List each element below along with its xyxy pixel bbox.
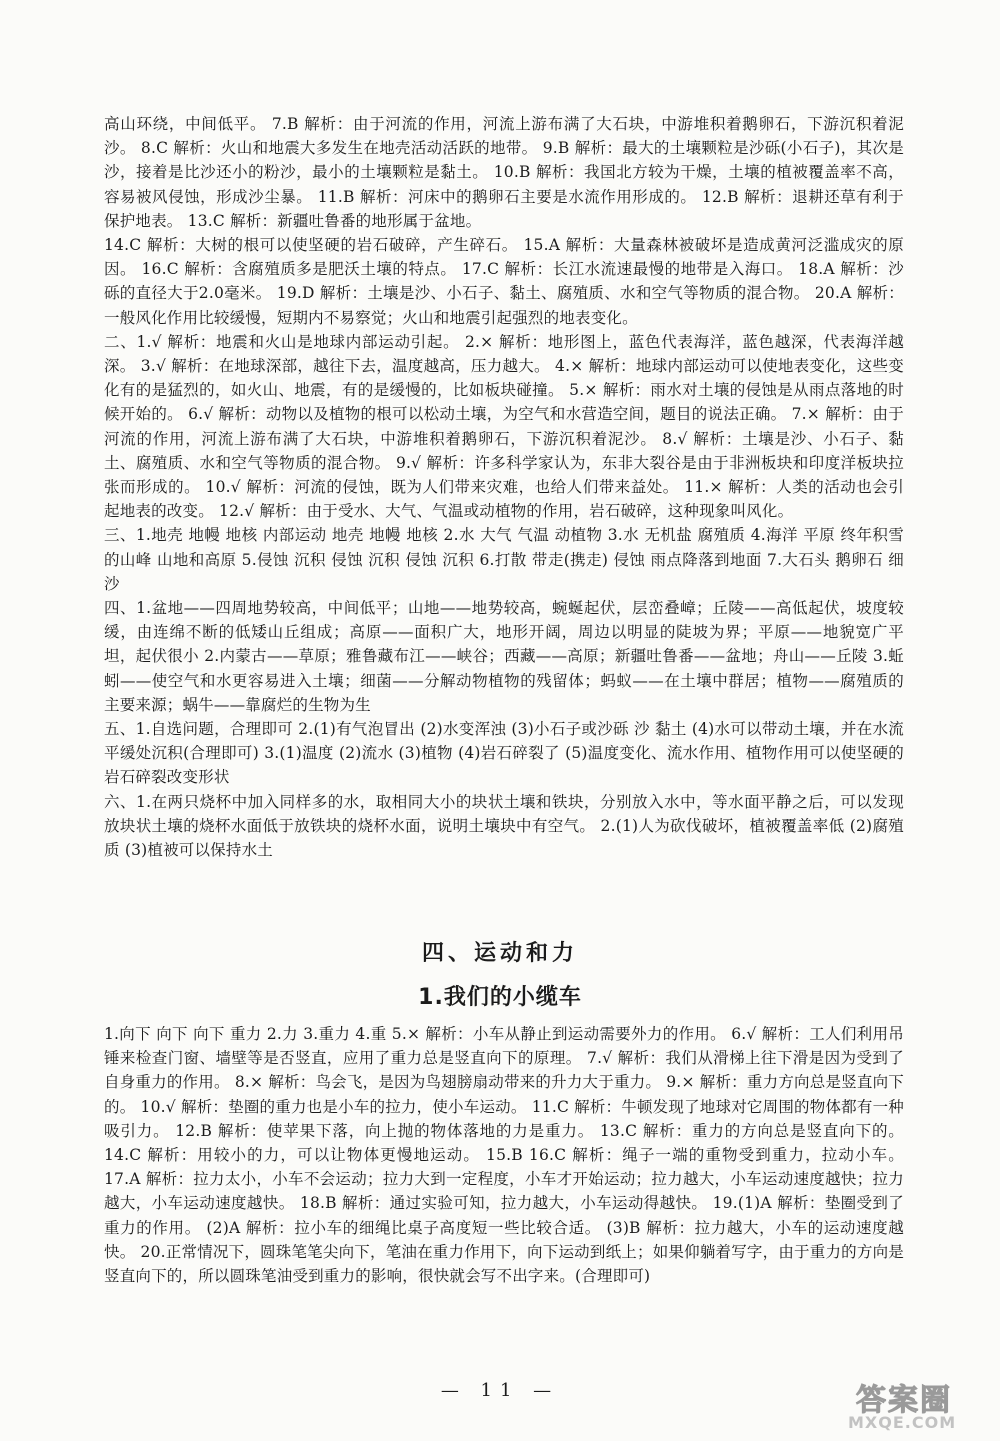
paragraph-section-4: 四、1.盆地——四周地势较高，中间低平；山地——地势较高，蜿蜒起伏，层峦叠嶂；丘陵——高低起伏，坡度较缓，由连绵不断的低矮山丘组成；高原——面积广大，地形开阔，周边以明显的陡坡为界；平原——地貌宽广平坦，起伏很小 2.内蒙古——草原；雅鲁藏布江——峡谷；西藏——高原；新疆吐鲁番——盆地；舟山——丘陵 3.蚯蚓——使空气和水更容易进入土壤；细菌——分解动物植物的残留体；蚂蚁——在土壤中群居；植物——腐殖质的主要来源；蜗牛——靠腐烂的生物为生 bbox=[104, 599, 904, 714]
answer-block-part-a bbox=[104, 112, 904, 862]
paragraph-section-2: 二、1.√ 解析：地震和火山是地球内部运动引起。 2.× 解析：地形图上，蓝色代表海洋，蓝色越深，代表海洋越深。 3.√ 解析：在地球深部，越往下去，温度越高，压力越大。 4.× 解析：地球内部运动可以使地表变化，这些变化有的是猛烈的，如火山、地震，有的是缓慢的，比如板块碰撞。 5.× 解析：雨水对土壤的侵蚀是从雨点落地的时候开始的。 6.√ 解析：动物以及植物的根可以松动土壤，为空气和水营造空间，题目的说法正确。 7.× 解析：由于河流的作用，河流上游布满了大石块，中游堆积着鹅卵石，下游沉积着泥沙。 8.√ 解析：土壤是沙、小石子、黏土、腐殖质、水和空气等物质的混合物。 9.√ 解析：许多科学家认为，东非大裂谷是由于非洲板块和印度洋板块拉张而形成的。 10.√ 解析：河流的侵蚀，既为人们带来灾难，也给人们带来益处。 11.× 解析：人类的活动也会引起地表的改变。 12.√ 解析：由于受水、大气、气温或动植物的作用，岩石破碎，这种现象叫风化。 bbox=[104, 332, 904, 521]
lesson-title: 1.我们的小缆车 bbox=[418, 985, 582, 1010]
answer-block-part-b bbox=[104, 1022, 904, 1288]
page-number: — 11 — bbox=[440, 1380, 560, 1401]
paragraph-section-1-end: 14.C 解析：大树的根可以使坚硬的岩石破碎，产生碎石。 15.A 解析：大量森林被破坏是造成黄河泛滥成灾的原因。 16.C 解析：含腐殖质多是肥沃土壤的特点。 17.C 解析：长江水流速最慢的地带是入海口。 18.A 解析：沙砾的直径大于2.0毫米。 19.D 解析：土壤是沙、小石子、黏土、腐殖质、水和空气等物质的混合物。 20.A 解析：一般风化作用比较缓慢，短期内不易察觉；火山和地震引起强烈的地表变化。 bbox=[104, 236, 904, 327]
paragraph-section-5: 五、1.自选问题，合理即可 2.(1)有气泡冒出 (2)水变浑浊 (3)小石子或沙砾 沙 黏土 (4)水可以带动土壤，并在水流平缓处沉积(合理即可) 3.(1)温度 (2)流水 (3)植物 (4)岩石碎裂了 (5)温度变化、流水作用、植物作用可以使坚硬的岩石碎裂改变形状 bbox=[104, 720, 904, 787]
paragraph-section-1-continued: 高山环绕，中间低平。 7.B 解析：由于河流的作用，河流上游布满了大石块，中游堆积着鹅卵石，下游沉积着泥沙。 8.C 解析：火山和地震大多发生在地壳活动活跃的地带。 9.B 解析：最大的土壤颗粒是沙砾(小石子)，其次是沙，接着是比沙还小的粉沙，最小的土壤颗粒是黏土。 10.B 解析：我国北方较为干燥，土壤的植被覆盖率不高，容易被风侵蚀，形成沙尘暴。 11.B 解析：河床中的鹅卵石主要是水流作用形成的。 12.B 解析：退耕还草有利于保护地表。 13.C 解析：新疆吐鲁番的地形属于盆地。 bbox=[104, 115, 904, 230]
paragraph-lesson-answers: 1.向下 向下 向下 重力 2.力 3.重力 4.重 5.× 解析：小车从静止到运动需要外力的作用。 6.√ 解析：工人们利用吊锤来检查门窗、墙壁等是否竖直，应用了重力总是竖直向下的原理。 7.√ 解析：我们从滑梯上往下滑是因为受到了自身重力的作用。 8.× 解析：鸟会飞，是因为鸟翅膀扇动带来的升力大于重力。 9.× 解析：重力方向总是竖直向下的。 10.√ 解析：垫圈的重力也是小车的拉力，使小车运动。 11.C 解析：牛顿发现了地球对它周围的物体都有一种吸引力。 12.B 解析：使苹果下落，向上抛的物体落地的力是重力。 13.C 解析：重力的方向总是竖直向下的。 14.C 解析：用较小的力，可以让物体更慢地运动。 15.B 16.C 解析：绳子一端的重物受到重力，拉动小车。 17.A 解析：拉力太小，小车不会运动；拉力大到一定程度，小车才开始运动；拉力越大，小车运动速度越快；拉力越大，小车运动速度越快。 18.B 解析：通过实验可知，拉力越大，小车运动得越快。 19.(1)A 解析：垫圈受到了重力的作用。 (2)A 解析：拉小车的细绳比桌子高度短一些比较合适。 (3)B 解析：拉力越大，小车的运动速度越快。 20.正常情况下，圆珠笔笔尖向下，笔油在重力作用下，向下运动到纸上；如果仰躺着写字，由于重力的方向是竖直向下的，所以圆珠笔油受到重力的影响，很快就会写不出字来。(合理即可) bbox=[104, 1025, 904, 1286]
watermark bbox=[844, 1375, 994, 1437]
paragraph-section-3: 三、1.地壳 地幔 地核 内部运动 地壳 地幔 地核 2.水 大气 气温 动植物 3.水 无机盐 腐殖质 4.海洋 平原 终年积雪的山峰 山地和高原 5.侵蚀 沉积 侵蚀 沉积 侵蚀 沉积 6.打散 带走(携走) 侵蚀 雨点降落到地面 7.大石头 鹅卵石 细沙 bbox=[104, 526, 904, 593]
watermark-logo: 答案圈 bbox=[856, 1383, 952, 1418]
paragraph-section-6: 六、1.在两只烧杯中加入同样多的水，取相同大小的块状土壤和铁块，分别放入水中，等水面平静之后，可以发现放块状土壤的烧杯水面低于放铁块的烧杯水面，说明土壤块中有空气。 2.(1)人为砍伐破坏，植被覆盖率低 (2)腐殖质 (3)植被可以保持水土 bbox=[104, 792, 904, 860]
watermark-url: MXQE.COM bbox=[848, 1413, 957, 1432]
chapter-title: 四、运动和力 bbox=[421, 941, 578, 966]
